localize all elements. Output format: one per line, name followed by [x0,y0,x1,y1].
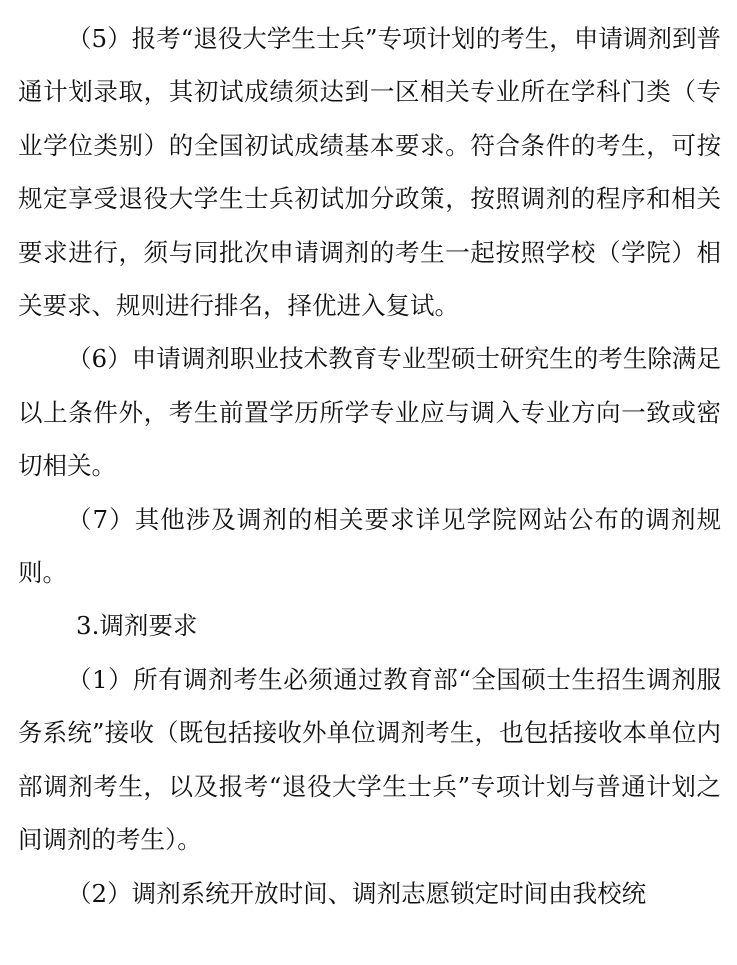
paragraph-retired-soldier-adjustment: （5）报考“退役大学生士兵”专项计划的考生，申请调剂到普通计划录取，其初试成绩须达到一区相关专业所在学科门类（专业学位类别）的全国初试成绩基本要求。符合条件的考生，可按规定享受退役大学生士兵初试加分政策，按照调剂的程序和相关要求进行，须与同批次申请调剂的考生一起按照学校（学院）相关要求、规则进行排名，择优进入复试。 [18,24,721,321]
section-heading-adjustment-requirements: 3.调剂要求 [76,611,198,641]
paragraph-other-requirements: （7）其他涉及调剂的相关要求详见学院网站公布的调剂规则。 [18,504,721,588]
paragraph-system-open-time: （2）调剂系统开放时间、调剂志愿锁定时间由我校统 [67,878,647,908]
paragraph-vocational-education-adjustment: （6）申请调剂职业技术教育专业型硕士研究生的考生除满足以上条件外，考生前置学历所学专业应与调入专业方向一致或密切相关。 [18,344,721,481]
paragraph-adjustment-system-requirement: （1）所有调剂考生必须通过教育部“全国硕士生招生调剂服务系统”接收（既包括接收外单位调剂考生，也包括接收本单位内部调剂考生，以及报考“退役大学生士兵”专项计划与普通计划之间调剂的考生）。 [18,664,721,855]
